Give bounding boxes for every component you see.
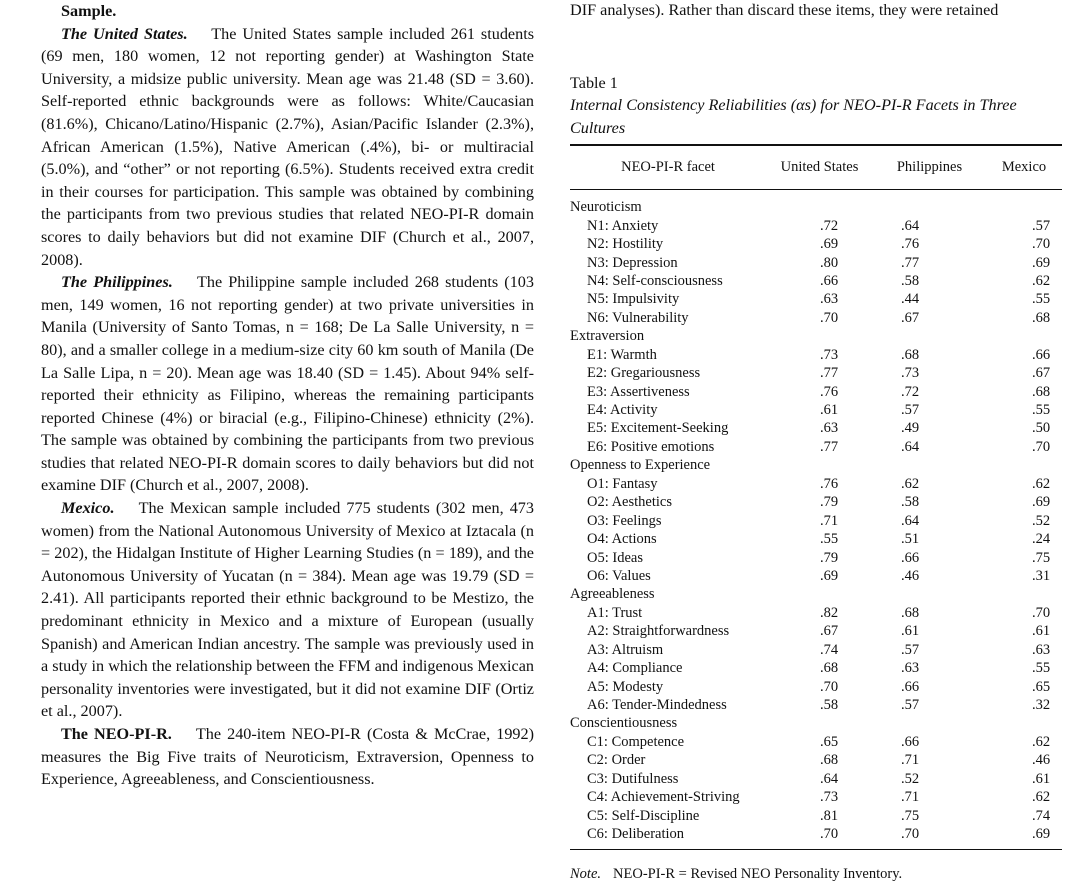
- us-value-cell: .58: [820, 697, 839, 714]
- table-row: [570, 659, 1062, 677]
- table-body: [570, 190, 1062, 850]
- table-category-row: [570, 456, 1062, 474]
- ph-value-cell: .57: [901, 402, 920, 419]
- facet-cell: A2: Straightforwardness: [587, 623, 730, 640]
- facet-cell: C4: Achievement-Striving: [587, 789, 740, 806]
- mx-value-cell: .68: [1032, 309, 1051, 326]
- us-value-cell: .82: [820, 604, 839, 621]
- us-value-cell: .61: [820, 402, 839, 419]
- mx-value-cell: .55: [1032, 291, 1051, 308]
- table-row: [570, 751, 1062, 769]
- facet-cell: E4: Activity: [587, 402, 658, 419]
- table-row: [570, 290, 1062, 308]
- us-value-cell: .65: [820, 733, 839, 750]
- us-value-cell: .69: [820, 567, 839, 584]
- us-value-cell: .79: [820, 494, 839, 511]
- mx-value-cell: .69: [1032, 254, 1051, 271]
- mx-value-cell: .61: [1032, 770, 1051, 787]
- table-row: [570, 825, 1062, 849]
- table-row: [570, 401, 1062, 419]
- table-category-row: [570, 714, 1062, 732]
- table-category-row: [570, 585, 1062, 603]
- table-title: Internal Consistency Reliabilities (αs) for NEO-PI-R Facets in Three Cultures: [570, 96, 1017, 137]
- table-row: [570, 216, 1062, 234]
- category-label: Agreeableness: [570, 586, 655, 603]
- table-row: [570, 622, 1062, 640]
- us-value-cell: .63: [820, 420, 839, 437]
- us-value-cell: .81: [820, 807, 839, 824]
- us-value-cell: .73: [820, 346, 839, 363]
- table-row: [570, 548, 1062, 566]
- facet-cell: E2: Gregariousness: [587, 365, 701, 382]
- mx-value-cell: .62: [1032, 272, 1051, 289]
- ph-value-cell: .57: [901, 641, 920, 658]
- sample-heading: Sample.: [61, 2, 117, 20]
- ph-value-cell: .67: [901, 309, 920, 326]
- ph-value-cell: .71: [901, 789, 920, 806]
- facet-cell: E1: Warmth: [587, 346, 657, 363]
- facet-cell: E5: Excitement-Seeking: [587, 420, 729, 437]
- mx-heading: Mexico.: [61, 499, 115, 518]
- ph-value-cell: .64: [901, 512, 920, 529]
- table-label: Table 1: [570, 74, 618, 92]
- ph-heading: The Philippines.: [61, 273, 173, 292]
- facet-cell: A3: Altruism: [587, 641, 664, 658]
- table-category-row: [570, 327, 1062, 345]
- us-value-cell: .71: [820, 512, 839, 529]
- facet-cell: C2: Order: [587, 752, 646, 769]
- table-category-row: [570, 190, 1062, 217]
- table-row: [570, 438, 1062, 456]
- mx-value-cell: .31: [1032, 567, 1051, 584]
- mx-text: The Mexican sample included 775 students (302 men, 473 women) from the National Autonomous University of Mexico at Iztacala (n = 202), the Hidalgan Institute of Higher Learning Studies (n = 189), and the Autonomous University of Yucatan (n = 384). Mean age was 19.79 (SD = 2.41). All participants reported their ethnic background to be Mestizo, the predominant ethnicity in Mexico and a mixture of European (usually Spanish) and American Indian ancestry. The sample was previously used in a study in which the relationship between the FFM and indigenous Mexican personality inventories were investigated, but it did not examine DIF (Ortiz et al., 2007).: [41, 499, 534, 721]
- mx-value-cell: .74: [1032, 807, 1051, 824]
- us-value-cell: .73: [820, 789, 839, 806]
- mx-value-cell: .46: [1032, 752, 1051, 769]
- us-value-cell: .64: [820, 770, 839, 787]
- ph-value-cell: .44: [901, 291, 920, 308]
- table-row: [570, 346, 1062, 364]
- ph-value-cell: .73: [901, 365, 920, 382]
- facet-cell: O6: Values: [587, 567, 651, 584]
- mx-value-cell: .57: [1032, 217, 1051, 234]
- table-row: [570, 530, 1062, 548]
- table-row: [570, 419, 1062, 437]
- neo-text: The 240-item NEO-PI-R (Costa & McCrae, 1992) measures the Big Five traits of Neuroticism, Extraversion, Openness to Experience, Agreeableness, and Conscientiousness.: [41, 725, 534, 789]
- us-value-cell: .63: [820, 291, 839, 308]
- category-label: Conscientiousness: [570, 715, 678, 732]
- facet-cell: O2: Aesthetics: [587, 494, 672, 511]
- note-label: Note.: [570, 866, 602, 883]
- us-value-cell: .76: [820, 475, 839, 492]
- mx-value-cell: .70: [1032, 604, 1051, 621]
- ph-value-cell: .66: [901, 549, 920, 566]
- mx-value-cell: .69: [1032, 494, 1051, 511]
- us-heading: The United States.: [61, 24, 188, 43]
- table-row: [570, 475, 1062, 493]
- facet-cell: O1: Fantasy: [587, 475, 658, 492]
- facet-cell: O4: Actions: [587, 531, 657, 548]
- table-note: [570, 866, 1062, 883]
- mx-value-cell: .69: [1032, 826, 1051, 843]
- mx-value-cell: .52: [1032, 512, 1051, 529]
- us-value-cell: .68: [820, 660, 839, 677]
- paragraph-united-states: [41, 23, 534, 272]
- facet-cell: A6: Tender-Mindedness: [587, 697, 727, 714]
- table-row: [570, 253, 1062, 271]
- us-value-cell: .67: [820, 623, 839, 640]
- neo-heading: The NEO-PI-R.: [61, 725, 172, 743]
- mx-value-cell: .62: [1032, 733, 1051, 750]
- ph-value-cell: .76: [901, 236, 920, 253]
- table-header-row: [570, 145, 1062, 190]
- ph-value-cell: .75: [901, 807, 920, 824]
- mx-value-cell: .66: [1032, 346, 1051, 363]
- table-row: [570, 511, 1062, 529]
- col-header-philippines: Philippines: [896, 159, 963, 175]
- ph-value-cell: .66: [901, 678, 920, 695]
- mx-value-cell: .62: [1032, 475, 1051, 492]
- us-value-cell: .70: [820, 826, 839, 843]
- facet-cell: N5: Impulsivity: [587, 291, 680, 308]
- ph-value-cell: .51: [901, 531, 920, 548]
- mx-value-cell: .55: [1032, 660, 1051, 677]
- table-row: [570, 641, 1062, 659]
- facet-cell: N6: Vulnerability: [587, 309, 689, 326]
- table-row: [570, 770, 1062, 788]
- ph-value-cell: .57: [901, 697, 920, 714]
- us-value-cell: .70: [820, 309, 839, 326]
- us-value-cell: .55: [820, 531, 839, 548]
- mx-value-cell: .32: [1032, 697, 1051, 714]
- mx-value-cell: .24: [1032, 531, 1051, 548]
- continued-text-line: DIF analyses). Rather than discard these items, they were retained: [570, 1, 999, 19]
- table-row: [570, 604, 1062, 622]
- mx-value-cell: .55: [1032, 402, 1051, 419]
- facet-cell: N1: Anxiety: [587, 217, 659, 234]
- col-header-mexico: Mexico: [1001, 159, 1047, 175]
- paragraph-mexico: [41, 497, 534, 723]
- ph-value-cell: .72: [901, 383, 920, 400]
- us-value-cell: .80: [820, 254, 839, 271]
- mx-value-cell: .61: [1032, 623, 1051, 640]
- facet-cell: E3: Assertiveness: [587, 383, 690, 400]
- col-header-united-states: United States: [780, 159, 859, 175]
- us-value-cell: .77: [820, 438, 839, 455]
- table-row: [570, 235, 1062, 253]
- us-value-cell: .69: [820, 236, 839, 253]
- ph-value-cell: .58: [901, 494, 920, 511]
- mx-value-cell: .62: [1032, 789, 1051, 806]
- ph-value-cell: .77: [901, 254, 920, 271]
- facet-cell: C5: Self-Discipline: [587, 807, 700, 824]
- us-value-cell: .68: [820, 752, 839, 769]
- ph-value-cell: .68: [901, 604, 920, 621]
- category-label: Neuroticism: [570, 199, 642, 216]
- facet-cell: N3: Depression: [587, 254, 678, 271]
- reliability-table: [570, 144, 1062, 849]
- facet-cell: C6: Deliberation: [587, 826, 685, 843]
- table-row: [570, 493, 1062, 511]
- mx-value-cell: .70: [1032, 438, 1051, 455]
- left-column: [41, 0, 534, 791]
- table-row: [570, 272, 1062, 290]
- mx-value-cell: .68: [1032, 383, 1051, 400]
- us-value-cell: .72: [820, 217, 839, 234]
- facet-cell: A1: Trust: [587, 604, 643, 621]
- note-text: NEO-PI-R = Revised NEO Personality Inventory.: [613, 866, 903, 883]
- paragraph-neo-pi-r: [41, 723, 534, 791]
- mx-value-cell: .67: [1032, 365, 1051, 382]
- facet-cell: C3: Dutifulness: [587, 770, 679, 787]
- facet-cell: A5: Modesty: [587, 678, 664, 695]
- ph-value-cell: .70: [901, 826, 920, 843]
- facet-cell: C1: Competence: [587, 733, 685, 750]
- facet-cell: N4: Self-consciousness: [587, 272, 723, 289]
- ph-value-cell: .68: [901, 346, 920, 363]
- category-label: Extraversion: [570, 328, 645, 345]
- mx-value-cell: .63: [1032, 641, 1051, 658]
- table-row: [570, 788, 1062, 806]
- category-label: Openness to Experience: [570, 457, 711, 474]
- mx-value-cell: .65: [1032, 678, 1051, 695]
- table-row: [570, 677, 1062, 695]
- ph-value-cell: .71: [901, 752, 920, 769]
- col-header-facet: NEO-PI-R facet: [621, 159, 715, 175]
- table-row: [570, 806, 1062, 824]
- ph-value-cell: .46: [901, 567, 920, 584]
- ph-value-cell: .64: [901, 217, 920, 234]
- table-row: [570, 733, 1062, 751]
- us-text: The United States sample included 261 students (69 men, 180 women, 12 not reporting gender) at Washington State University, a midsize public university. Mean age was 21.48 (SD = 3.60). Self-reported ethnic backgrounds were as follows: White/Caucasian (81.6%), Chicano/Latino/Hispanic (2.7%), Asian/Pacific Islander (2.3%), African American (1.5%), Native American (.4%), bi- or multiracial (5.0%), and “other” or not reporting (6.5%). Students received extra credit in their courses for participation. This sample was obtained by combining the participants from two previous studies that related NEO-PI-R domain scores to daily behaviors but did not examine DIF (Church et al., 2007, 2008).: [41, 24, 534, 269]
- table-row: [570, 696, 1062, 714]
- facet-cell: A4: Compliance: [587, 660, 683, 677]
- us-value-cell: .76: [820, 383, 839, 400]
- table-bottom-rule: [570, 849, 1062, 850]
- ph-value-cell: .49: [901, 420, 920, 437]
- ph-value-cell: .66: [901, 733, 920, 750]
- right-column: [570, 0, 1062, 883]
- table-row: [570, 567, 1062, 585]
- ph-text: The Philippine sample included 268 students (103 men, 149 women, 16 not reporting gender) at two private universities in Manila (University of Santo Tomas, n = 168; De La Salle University, n = 80), and a smaller college in a medium-size city 60 km south of Manila (De La Salle Lipa, n = 20). Mean age was 18.40 (SD = 1.45). About 94% self-reported their ethnicity as Filipino, whereas the remaining participants reported Chinese (4%) or biracial (e.g., Filipino-Chinese) ethnicity (2%). The sample was obtained by combining the participants from two previous studies that related NEO-PI-R domain scores to daily behaviors but did not examine DIF (Church et al., 2007, 2008).: [41, 273, 534, 495]
- mx-value-cell: .50: [1032, 420, 1051, 437]
- table-row: [570, 382, 1062, 400]
- ph-value-cell: .63: [901, 660, 920, 677]
- facet-cell: O3: Feelings: [587, 512, 662, 529]
- ph-value-cell: .64: [901, 438, 920, 455]
- us-value-cell: .66: [820, 272, 839, 289]
- table-row: [570, 309, 1062, 327]
- table-header: [570, 145, 1062, 190]
- us-value-cell: .79: [820, 549, 839, 566]
- paragraph-philippines: [41, 271, 534, 497]
- us-value-cell: .77: [820, 365, 839, 382]
- table-row: [570, 364, 1062, 382]
- ph-value-cell: .62: [901, 475, 920, 492]
- us-value-cell: .70: [820, 678, 839, 695]
- ph-value-cell: .52: [901, 770, 920, 787]
- facet-cell: E6: Positive emotions: [587, 438, 715, 455]
- facet-cell: O5: Ideas: [587, 549, 643, 566]
- mx-value-cell: .70: [1032, 236, 1051, 253]
- ph-value-cell: .61: [901, 623, 920, 640]
- ph-value-cell: .58: [901, 272, 920, 289]
- mx-value-cell: .75: [1032, 549, 1051, 566]
- us-value-cell: .74: [820, 641, 839, 658]
- facet-cell: N2: Hostility: [587, 236, 664, 253]
